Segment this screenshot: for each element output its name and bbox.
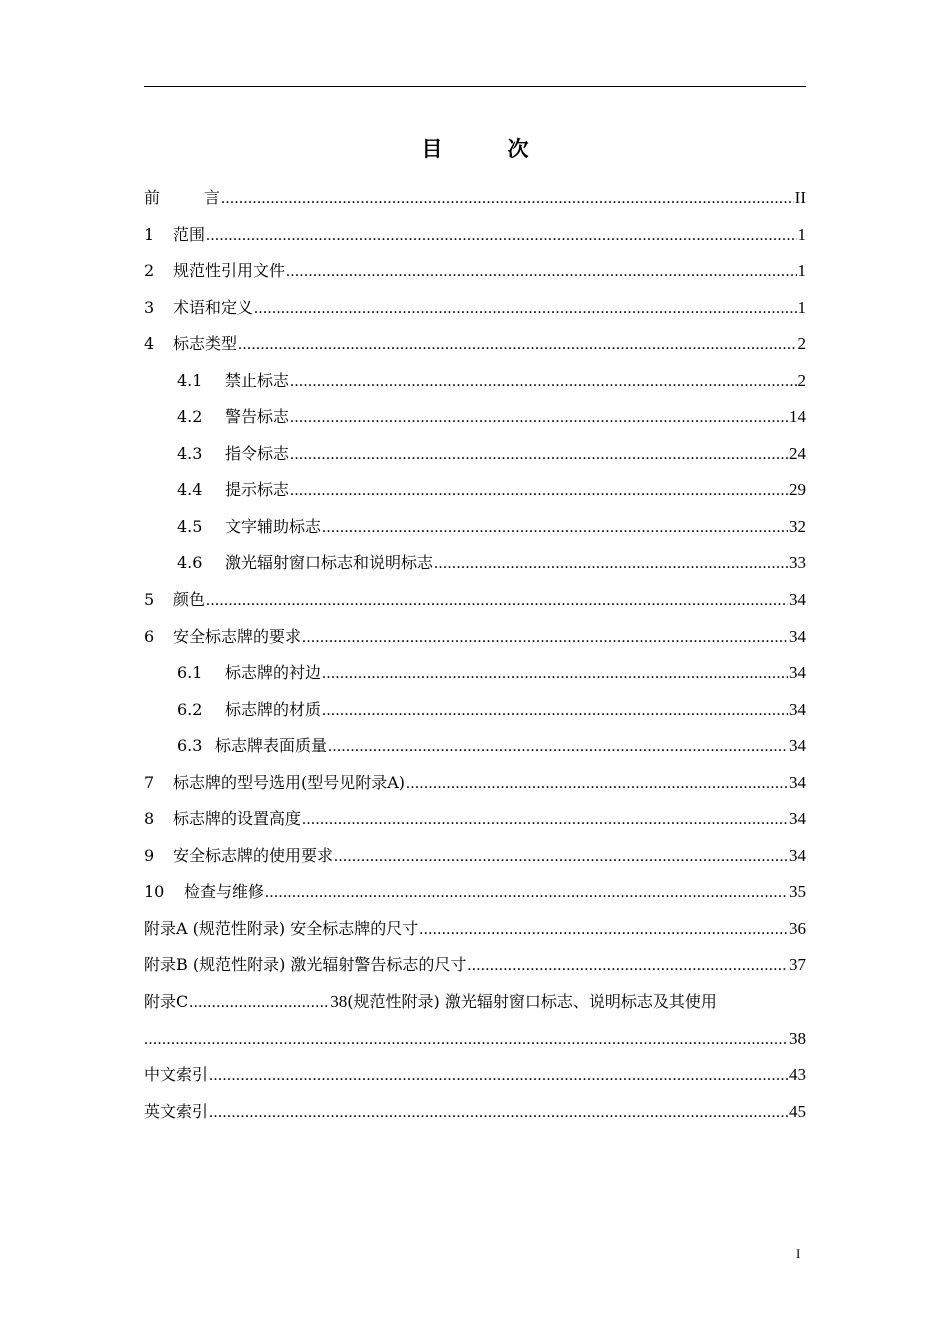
toc-entry-4-1[interactable] <box>144 363 806 400</box>
toc-entry-6-3[interactable] <box>144 728 806 765</box>
dot-leader <box>419 912 788 948</box>
toc-entry-label: 激光辐射窗口标志和说明标志 <box>225 553 434 573</box>
footer-page-number: I <box>796 1246 801 1261</box>
toc-page-number: 37 <box>789 955 806 975</box>
toc-page-number: 1 <box>797 297 806 317</box>
dot-leader <box>406 766 788 802</box>
toc-entry-4-2[interactable] <box>144 399 806 436</box>
toc-entry-2[interactable] <box>144 253 806 290</box>
toc-entry-3[interactable] <box>144 290 806 327</box>
section-number: 6.3 <box>177 736 203 756</box>
toc-entry-label: 附录B (规范性附录) 激光辐射警告标志的尺寸 <box>144 955 467 975</box>
section-number: 4.4 <box>177 480 203 500</box>
dot-leader <box>209 1058 788 1094</box>
toc-entry-4-6[interactable] <box>144 545 806 582</box>
toc-entry-label: 提示标志 <box>225 480 290 500</box>
toc-page-number: 2 <box>797 334 806 354</box>
toc-page-number: 33 <box>789 553 806 573</box>
section-number: 4.1 <box>177 370 203 390</box>
toc-entry-label: 前言 <box>144 188 221 207</box>
toc-page-number: 14 <box>789 407 806 427</box>
toc-entry-4[interactable] <box>144 326 806 363</box>
toc-page-number: 34 <box>789 772 806 792</box>
toc-entry-label: 检查与维修 <box>184 882 265 902</box>
section-number: 6.1 <box>177 663 203 683</box>
toc-page-number: 29 <box>789 480 806 500</box>
toc-page-number: 34 <box>789 699 806 719</box>
toc-entry-4-4[interactable] <box>144 472 806 509</box>
toc-entry-label: 颜色 <box>173 590 206 610</box>
toc-page-number: 43 <box>789 1065 806 1085</box>
toc-entry-label: 标志类型 <box>173 334 238 354</box>
section-number: 6.2 <box>177 699 203 719</box>
toc-entry-label: 警告标志 <box>225 407 290 427</box>
dot-leader <box>238 327 796 363</box>
toc-entry-7[interactable] <box>144 765 806 802</box>
toc-page-number: 34 <box>789 736 806 756</box>
toc-page-number: 32 <box>789 516 806 536</box>
toc-entry-foreword[interactable] <box>144 180 806 217</box>
toc-page-number: 2 <box>797 370 806 390</box>
toc-page-number: 34 <box>789 845 806 865</box>
dot-leader <box>206 583 788 619</box>
dot-leader <box>254 291 796 327</box>
toc-entry-label: 标志牌的型号选用(型号见附录A) <box>173 772 406 792</box>
section-number: 1 <box>144 224 155 244</box>
toc-page-number: II <box>794 188 806 207</box>
dot-leader <box>302 620 788 656</box>
toc-entry-label: 安全标志牌的使用要求 <box>173 845 334 865</box>
section-number: 9 <box>144 845 155 865</box>
toc-entry-label: 术语和定义 <box>173 297 254 317</box>
toc-entry-label: 标志牌表面质量 <box>215 736 328 756</box>
section-number: 4.5 <box>177 516 203 536</box>
toc-page-number: 24 <box>789 443 806 463</box>
dot-leader <box>290 364 796 400</box>
toc-entry-6-2[interactable] <box>144 692 806 729</box>
section-number: 6 <box>144 626 155 646</box>
toc-entry-label: 指令标志 <box>225 443 290 463</box>
dot-leader <box>265 875 788 911</box>
toc-entry-6-1[interactable] <box>144 655 806 692</box>
toc-entry-10[interactable] <box>144 874 806 911</box>
section-number: 7 <box>144 772 155 792</box>
toc-entry-english-index[interactable] <box>144 1094 806 1131</box>
dot-leader <box>302 802 788 838</box>
dot-leader <box>322 656 788 692</box>
toc-entry-label: 范围 <box>173 224 206 244</box>
toc-page-number: 35 <box>789 882 806 902</box>
toc-page-number: 34 <box>789 809 806 829</box>
dot-leader <box>322 693 788 729</box>
toc-entry-label: 中文索引 <box>144 1065 209 1085</box>
dot-leader <box>334 839 788 875</box>
toc-entry-chinese-index[interactable] <box>144 1057 806 1094</box>
dot-leader <box>206 218 796 254</box>
toc-entry-label: 附录C <box>144 992 189 1012</box>
dot-leader <box>322 510 788 546</box>
toc-entry-1[interactable] <box>144 217 806 254</box>
toc-entry-appendix-b[interactable] <box>144 947 806 984</box>
toc-entry-appendix-a[interactable] <box>144 911 806 948</box>
dot-leader <box>209 1095 788 1131</box>
toc-page-number: 36 <box>789 918 806 938</box>
toc-page-number: 34 <box>789 626 806 646</box>
toc-page-number: 1 <box>797 261 806 281</box>
section-number: 4.3 <box>177 443 203 463</box>
header-rule <box>144 86 806 87</box>
dot-leader <box>290 473 788 509</box>
dot-leader <box>467 948 788 984</box>
toc-entry-label: 标志牌的材质 <box>225 699 322 719</box>
dot-leader <box>290 400 788 436</box>
toc-page-number: 38 <box>789 1028 806 1048</box>
dot-leader <box>144 1022 788 1058</box>
table-of-contents <box>144 180 806 1130</box>
toc-entry-label: 附录A (规范性附录) 安全标志牌的尺寸 <box>144 918 419 938</box>
toc-title: 目 次 <box>421 136 551 161</box>
toc-entry-label: 禁止标志 <box>225 370 290 390</box>
section-number: 5 <box>144 590 155 610</box>
toc-entry-label: 标志牌的设置高度 <box>173 809 302 829</box>
toc-entry-5[interactable] <box>144 582 806 619</box>
section-number: 3 <box>144 297 155 317</box>
section-number: 4 <box>144 334 155 354</box>
toc-entry-label: 安全标志牌的要求 <box>173 626 302 646</box>
toc-page-number: 34 <box>789 590 806 610</box>
toc-page-number: 34 <box>789 663 806 683</box>
toc-entry-6[interactable] <box>144 619 806 656</box>
toc-entry-label: 规范性引用文件 <box>173 261 286 281</box>
section-number: 2 <box>144 261 155 281</box>
toc-entry-label: 文字辅助标志 <box>225 516 322 536</box>
toc-entry-appendix-c[interactable] <box>144 984 806 1021</box>
toc-entry-appendix-c-continuation[interactable] <box>144 1021 806 1058</box>
section-number: 4.2 <box>177 407 203 427</box>
toc-inline-page-number: 38 <box>330 992 348 1012</box>
section-number: 4.6 <box>177 553 203 573</box>
toc-entry-4-5[interactable] <box>144 509 806 546</box>
toc-entry-4-3[interactable] <box>144 436 806 473</box>
dot-leader <box>189 985 329 1021</box>
dot-leader <box>286 254 796 290</box>
section-number: 8 <box>144 809 155 829</box>
toc-entry-9[interactable] <box>144 838 806 875</box>
toc-page-number: 45 <box>789 1101 806 1121</box>
toc-entry-8[interactable] <box>144 801 806 838</box>
dot-leader <box>328 729 788 765</box>
dot-leader <box>434 546 788 582</box>
toc-entry-label: 标志牌的衬边 <box>225 663 322 683</box>
toc-page-number: 1 <box>797 224 806 244</box>
dot-leader <box>290 437 788 473</box>
toc-entry-label: 英文索引 <box>144 1101 209 1121</box>
toc-entry-label-continued: (规范性附录) 激光辐射窗口标志、说明标志及其使用 <box>347 992 717 1012</box>
dot-leader <box>221 181 794 217</box>
section-number: 10 <box>144 882 165 902</box>
